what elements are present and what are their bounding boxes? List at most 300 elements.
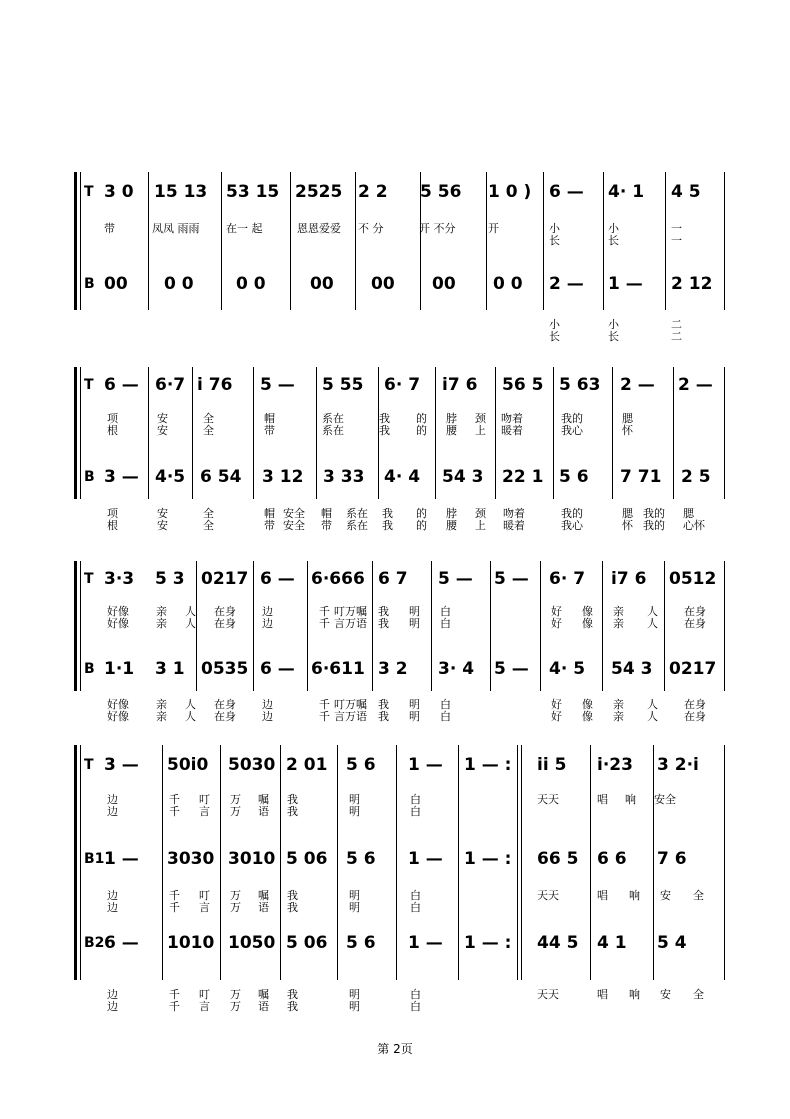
note-group: 2525 [295, 182, 343, 202]
lyric: 千 [169, 988, 180, 1001]
note-group: 6 — [104, 375, 139, 395]
lyric: 好 [551, 605, 562, 618]
barline [290, 172, 291, 310]
barline [553, 367, 554, 499]
note-group: 1 — [408, 933, 443, 953]
lyric: 像 [582, 617, 593, 630]
barline [148, 172, 149, 310]
note-group: 5 6 [559, 467, 589, 487]
note-group: 1 — [408, 755, 443, 775]
lyric: 在身 [214, 617, 236, 630]
lyric: 暖着 [501, 424, 523, 437]
note-group: 1 — : [464, 933, 512, 953]
score-system [0, 172, 790, 343]
part-label: B [84, 469, 95, 485]
note-group: 5 56 [420, 182, 462, 202]
lyric: 上 [475, 519, 486, 532]
lyric: 一 [671, 222, 682, 235]
note-group: 54 3 [611, 659, 653, 679]
note-group: 5 06 [286, 933, 328, 953]
lyric: 叮 [199, 889, 210, 902]
lyric: 帽 [264, 507, 275, 520]
lyric: 安全 [654, 793, 676, 806]
lyric: 语 [258, 1000, 269, 1013]
note-group: 4 1 [597, 933, 627, 953]
lyric: 人 [185, 698, 196, 711]
lyric: 人 [185, 605, 196, 618]
part-label: T [84, 184, 94, 200]
note-group: 44 5 [537, 933, 579, 953]
lyric: 腮 [622, 412, 633, 425]
lyric: 叮万嘱 [334, 698, 367, 711]
lyric: 亲 [613, 617, 624, 630]
note-group: 0 0 [164, 274, 194, 294]
lyric: 带 [264, 519, 275, 532]
lyric: 明 [349, 988, 360, 1001]
lyric: 我 [287, 988, 298, 1001]
note-group: ii 5 [537, 755, 567, 775]
note-group: 00 [432, 274, 456, 294]
note-group: 2 5 [681, 467, 711, 487]
system-brace [74, 745, 77, 980]
lyric: 亲 [156, 605, 167, 618]
lyric: 项 [107, 412, 118, 425]
lyric: 项 [107, 507, 118, 520]
lyric: 全 [203, 424, 214, 437]
lyric: 千 [319, 617, 330, 630]
lyric: 在身 [214, 710, 236, 723]
barline [220, 745, 221, 980]
barline [724, 172, 725, 310]
lyric: 在身 [684, 617, 706, 630]
note-group: 5 4 [657, 933, 687, 953]
lyric: 好像 [107, 617, 129, 630]
note-group: 00 [104, 274, 128, 294]
note-group: 2 — [620, 375, 655, 395]
note-group: 3 1 [155, 659, 185, 679]
note-group: 5 6 [346, 755, 376, 775]
note-group: 5 6 [346, 849, 376, 869]
lyric: 白 [410, 988, 421, 1001]
note-group: 2 2 [358, 182, 388, 202]
note-group: 1 — : [464, 849, 512, 869]
lyric: 一 [671, 234, 682, 247]
system-line [80, 367, 81, 499]
barline [612, 367, 613, 499]
note-group: 5 — [260, 375, 295, 395]
lyric: 颈 [475, 507, 486, 520]
note-group: 0535 [201, 659, 249, 679]
lyric: 在身 [214, 698, 236, 711]
score-system [0, 745, 790, 1013]
lyric: 千 [169, 793, 180, 806]
lyric: 全 [203, 412, 214, 425]
lyric: 我 [382, 519, 393, 532]
note-group: 1·1 [104, 659, 135, 679]
barline [543, 172, 544, 310]
lyric: 腮 [683, 507, 694, 520]
part-label: T [84, 377, 94, 393]
lyric: 吻着 [501, 412, 523, 425]
lyric: 在身 [214, 605, 236, 618]
lyric: 安 [157, 424, 168, 437]
lyric: 亲 [156, 617, 167, 630]
lyric: 像 [582, 698, 593, 711]
lyric: 白 [440, 698, 451, 711]
note-group: 6· 7 [384, 375, 421, 395]
lyric: 帽 [264, 412, 275, 425]
lyric: 我 [378, 617, 389, 630]
lyric: 长 [608, 330, 619, 343]
note-group: 3030 [167, 849, 215, 869]
lyric: 白 [410, 793, 421, 806]
lyric: 我的 [561, 412, 583, 425]
lyric: 好 [551, 698, 562, 711]
note-group: 5 3 [155, 569, 185, 589]
lyric: 边 [107, 901, 118, 914]
barline [458, 745, 459, 980]
lyric: 怀 [622, 519, 633, 532]
system-brace [74, 367, 77, 499]
lyric: 我 [379, 412, 390, 425]
barline [307, 561, 308, 691]
lyric: 暖着 [503, 519, 525, 532]
lyric: 千 [169, 1000, 180, 1013]
lyric: 唱 [597, 889, 608, 902]
lyric: 腮 [622, 507, 633, 520]
lyric: 千 [169, 901, 180, 914]
note-group: 3 2·i [657, 755, 699, 775]
lyric: 嘱 [258, 793, 269, 806]
note-group: 0217 [669, 659, 717, 679]
lyric: 长 [549, 330, 560, 343]
lyric: 小 [608, 318, 619, 331]
barline [540, 561, 541, 691]
lyric: 白 [410, 901, 421, 914]
lyric: 边 [107, 889, 118, 902]
lyric: 明 [349, 1000, 360, 1013]
lyric: 亲 [613, 605, 624, 618]
lyric: 我 [378, 605, 389, 618]
lyric: 天天 [537, 889, 559, 902]
note-group: 6 7 [378, 569, 408, 589]
barline [673, 367, 674, 499]
part-label: B2 [84, 935, 105, 951]
barline [355, 172, 356, 310]
barline [196, 561, 197, 691]
part-label: B [84, 661, 95, 677]
lyric: 全 [203, 507, 214, 520]
lyric: 我 [378, 698, 389, 711]
note-group: 7 71 [620, 467, 662, 487]
lyric: 白 [440, 617, 451, 630]
lyric: 二 [671, 330, 682, 343]
note-group: 3·3 [104, 569, 135, 589]
barline [372, 561, 373, 691]
note-group: 5030 [228, 755, 276, 775]
lyric: 言 [199, 901, 210, 914]
lyric: 我 [287, 793, 298, 806]
system-line [80, 172, 81, 310]
barline [490, 561, 491, 691]
barline [280, 745, 281, 980]
lyric: 二 [671, 318, 682, 331]
lyric: 明 [409, 617, 420, 630]
note-group: 7 6 [657, 849, 687, 869]
note-group: 2 01 [286, 755, 328, 775]
note-group: 5 55 [322, 375, 364, 395]
lyric: 响 [629, 988, 640, 1001]
lyric: 明 [409, 710, 420, 723]
lyric: 系在 [346, 507, 368, 520]
part-label: T [84, 757, 94, 773]
note-group: 3 33 [323, 467, 365, 487]
barline [724, 745, 725, 980]
lyric: 响 [629, 889, 640, 902]
lyric: 唱 [597, 793, 608, 806]
lyric: 根 [107, 519, 118, 532]
lyric: 好 [551, 710, 562, 723]
barline [486, 172, 487, 310]
lyric: 叮 [199, 793, 210, 806]
lyric: 小 [549, 222, 560, 235]
lyric: 人 [185, 617, 196, 630]
page-number: 第 2页 [377, 1042, 413, 1056]
lyric: 明 [349, 805, 360, 818]
barline [603, 172, 604, 310]
lyric: 好像 [107, 710, 129, 723]
lyric: 的 [416, 507, 427, 520]
note-group: 6 — [260, 569, 295, 589]
barline [435, 367, 436, 499]
note-group: 6 — [260, 659, 295, 679]
lyric: 好 [551, 617, 562, 630]
lyric: 长 [608, 234, 619, 247]
note-group: 00 [371, 274, 395, 294]
note-group: 00 [310, 274, 334, 294]
lyric: 小 [549, 318, 560, 331]
system-line [80, 745, 81, 980]
lyric: 边 [262, 710, 273, 723]
lyric: 小 [608, 222, 619, 235]
lyric: 开 [488, 222, 499, 235]
lyric: 边 [262, 617, 273, 630]
lyric: 凤凤 雨雨 [152, 222, 200, 235]
lyric: 系在 [322, 412, 344, 425]
lyric: 的 [416, 424, 427, 437]
lyric: 边 [107, 805, 118, 818]
note-group: 6 — [549, 182, 584, 202]
lyric: 我 [378, 710, 389, 723]
lyric: 人 [647, 617, 658, 630]
lyric: 带 [104, 222, 115, 235]
note-group: i·23 [597, 755, 633, 775]
lyric: 我 [287, 889, 298, 902]
lyric: 的 [416, 519, 427, 532]
lyric: 带 [321, 519, 332, 532]
barline [664, 561, 665, 691]
lyric: 万 [230, 1000, 241, 1013]
lyric: 人 [647, 710, 658, 723]
lyric: 安全 [283, 519, 305, 532]
barline [724, 367, 725, 499]
lyric: 带 [264, 424, 275, 437]
note-group: 1 — [104, 849, 139, 869]
barline [253, 367, 254, 499]
lyric: 万 [230, 988, 241, 1001]
lyric: 嘱 [258, 988, 269, 1001]
note-group: 4·5 [155, 467, 186, 487]
lyric: 亲 [613, 710, 624, 723]
lyric: 好像 [107, 605, 129, 618]
lyric: 天天 [537, 988, 559, 1001]
lyric: 天天 [537, 793, 559, 806]
note-group: 66 5 [537, 849, 579, 869]
lyric: 全 [203, 519, 214, 532]
note-group: 3010 [228, 849, 276, 869]
lyric: 言万语 [334, 617, 367, 630]
barline [316, 367, 317, 499]
score-system [0, 367, 790, 532]
lyric: 语 [258, 901, 269, 914]
lyric: 言万语 [334, 710, 367, 723]
lyric: 明 [409, 698, 420, 711]
lyric: 系在 [346, 519, 368, 532]
lyric: 在一 起 [226, 222, 263, 235]
lyric: 白 [410, 889, 421, 902]
barline [221, 172, 222, 310]
lyric: 我心 [561, 424, 583, 437]
note-group: 3· 4 [438, 659, 475, 679]
lyric: 我 [287, 901, 298, 914]
lyric: 语 [258, 805, 269, 818]
lyric: 边 [107, 1000, 118, 1013]
part-label: T [84, 571, 94, 587]
note-group: 6 6 [597, 849, 627, 869]
note-group: 2 12 [671, 274, 713, 294]
lyric: 吻着 [503, 507, 525, 520]
note-group: 4· 5 [549, 659, 586, 679]
lyric: 我心 [561, 519, 583, 532]
lyric: 明 [409, 605, 420, 618]
lyric: 明 [349, 901, 360, 914]
lyric: 的 [416, 412, 427, 425]
lyric: 叮万嘱 [334, 605, 367, 618]
lyric: 我 [382, 507, 393, 520]
note-group: 3 2 [378, 659, 408, 679]
lyric: 万 [230, 889, 241, 902]
note-group: 4· 4 [384, 467, 421, 487]
lyric: 白 [440, 710, 451, 723]
note-group: 3 12 [262, 467, 304, 487]
lyric: 边 [262, 698, 273, 711]
lyric: 亲 [156, 698, 167, 711]
lyric: 全 [693, 988, 704, 1001]
barline [495, 367, 496, 499]
lyric: 心怀 [683, 519, 705, 532]
lyric: 全 [693, 889, 704, 902]
note-group: 5 — [438, 569, 473, 589]
barline [396, 745, 397, 980]
lyric: 千 [319, 710, 330, 723]
lyric: 千 [319, 698, 330, 711]
note-group: 1 — [408, 849, 443, 869]
lyric: 明 [349, 793, 360, 806]
note-group: 6·7 [155, 375, 186, 395]
note-group: 5 6 [346, 933, 376, 953]
lyric: 安全 [283, 507, 305, 520]
lyric: 万 [230, 793, 241, 806]
lyric: 怀 [622, 424, 633, 437]
note-group: 22 1 [502, 467, 544, 487]
lyric: 我的 [561, 507, 583, 520]
note-group: 2 — [549, 274, 584, 294]
lyric: 亲 [156, 710, 167, 723]
lyric: 响 [625, 793, 636, 806]
lyric: 千 [169, 889, 180, 902]
lyric: 千 [319, 605, 330, 618]
lyric: 明 [349, 889, 360, 902]
barline [602, 561, 603, 691]
system-line [80, 561, 81, 691]
note-group: 3 0 [104, 182, 134, 202]
note-group: 4 5 [671, 182, 701, 202]
lyric: 根 [107, 424, 118, 437]
barline [337, 745, 338, 980]
lyric: 在身 [684, 710, 706, 723]
note-group: 6·611 [311, 659, 365, 679]
lyric: 人 [185, 710, 196, 723]
lyric: 叮 [199, 988, 210, 1001]
note-group: 56 5 [502, 375, 544, 395]
note-group: 3 — [104, 467, 139, 487]
system-brace [74, 561, 77, 691]
lyric: 唱 [597, 988, 608, 1001]
lyric: 边 [262, 605, 273, 618]
part-label: B [84, 276, 95, 292]
lyric: 安 [660, 988, 671, 1001]
note-group: 54 3 [442, 467, 484, 487]
barline [253, 561, 254, 691]
lyric: 开 不分 [419, 222, 456, 235]
lyric: 人 [647, 605, 658, 618]
lyric: 我的 [643, 519, 665, 532]
lyric: 颈 [475, 412, 486, 425]
note-group: 6 54 [200, 467, 242, 487]
lyric: 我的 [643, 507, 665, 520]
lyric: 不 分 [358, 222, 384, 235]
lyric: 像 [582, 710, 593, 723]
lyric: 我 [379, 424, 390, 437]
lyric: 像 [582, 605, 593, 618]
note-group: 5 — [494, 569, 529, 589]
lyric: 人 [647, 698, 658, 711]
lyric: 长 [549, 234, 560, 247]
note-group: 1 0 ) [488, 182, 532, 202]
note-group: 6 — [104, 933, 139, 953]
note-group: 0 0 [236, 274, 266, 294]
lyric: 安 [660, 889, 671, 902]
lyric: 系在 [322, 424, 344, 437]
lyric: 脖 [446, 412, 457, 425]
lyric: 万 [230, 805, 241, 818]
note-group: i7 6 [442, 375, 478, 395]
lyric: 恩恩爱爱 [297, 222, 341, 235]
barline [724, 561, 725, 691]
note-group: 1 — : [464, 755, 512, 775]
lyric: 亲 [613, 698, 624, 711]
lyric: 好像 [107, 698, 129, 711]
